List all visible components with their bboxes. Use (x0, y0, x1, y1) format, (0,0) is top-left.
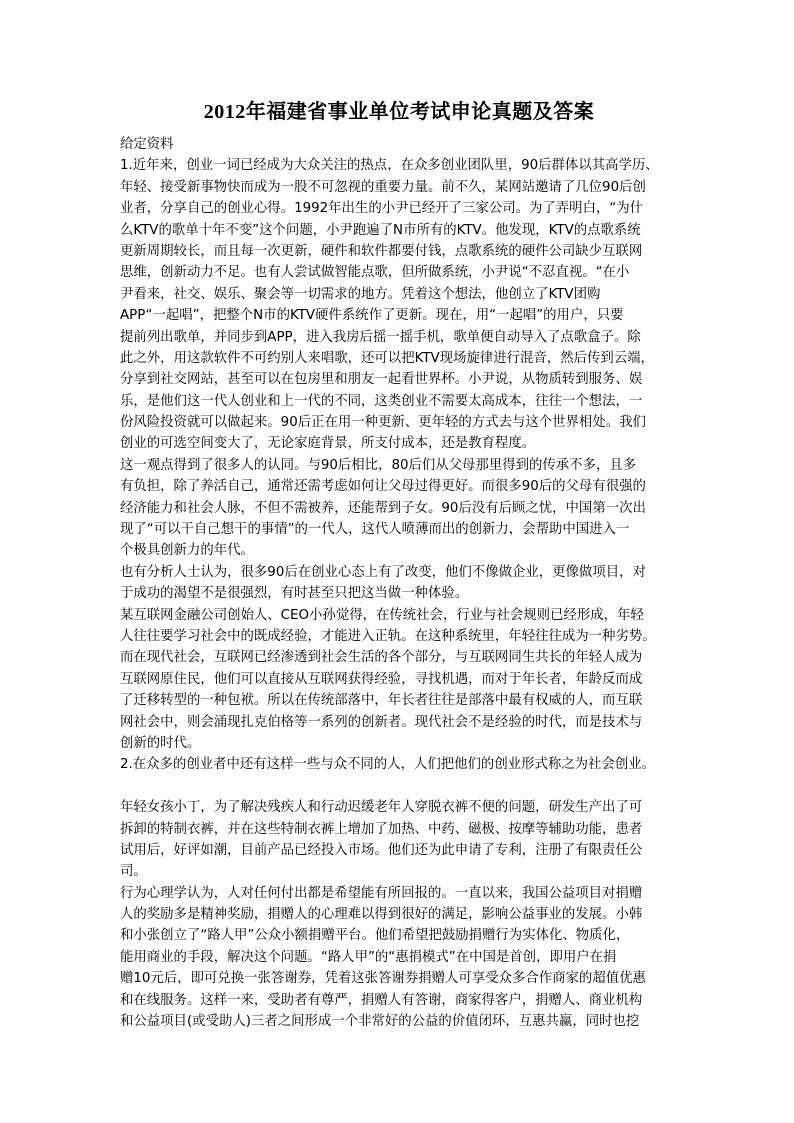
paragraph-line: 创业的可选空间变大了，无论家庭背景，所支付成本，还是教育程度。 (120, 436, 536, 452)
paragraph-line: 经济能力和社会人脉，不但不需被养，还能帮到子女。90后没有后顾之忧，中国第一次出 (120, 500, 646, 516)
document-page (120, 100, 678, 1032)
paragraph-line: 个极具创新力的年代。 (120, 543, 254, 559)
paragraph-line: 行为心理学认为，人对任何付出都是希望能有所回报的。一直以来，我国公益项目对捐赠 (120, 885, 643, 901)
paragraph-line: 份风险投资就可以做起来。90后正在用一种更新、更年轻的方式去与这个世界相处。我们 (120, 415, 646, 431)
paragraph-line: 和小张创立了“路人甲”公众小额捐赠平台。他们希望把鼓励捐赠行为实体化、物质化， (120, 928, 630, 944)
paragraph-line: 1.近年来，创业一词已经成为大众关注的热点，在众多创业团队里，90后群体以其高学历、 (120, 158, 659, 174)
paragraph-line: 业者，分享自己的创业心得。1992年出生的小尹已经开了三家公司。为了弄明白，“为什 (120, 201, 644, 217)
paragraph-line: 和公益项目(或受助人)三者之间形成一个非常好的公益的价值闭环，互惠共赢，同时也挖 (120, 1014, 640, 1030)
paragraph-line: 拆卸的特制衣裤，并在这些特制衣裤上增加了加热、中药、磁极、按摩等辅助功能，患者 (120, 821, 643, 837)
paragraph-line: 思维，创新动力不足。也有人尝试做智能点歌，但所做系统，小尹说“不忍直视。“在小 (120, 265, 630, 281)
paragraph-line: 这一观点得到了很多人的认同。与90后相比，80后们从父母那里得到的传承不多，且多 (120, 457, 637, 473)
paragraph-line: 司。 (120, 864, 147, 880)
paragraph-line: 年轻女孩小丁，为了解决残疾人和行动迟缓老年人穿脱衣裤不便的问题，研发生产出了可 (120, 800, 643, 816)
paragraph-line: 现了“可以干自己想干的事情”的一代人，这代人喷薄而出的创新力，会帮助中国进入一 (120, 522, 630, 538)
paragraph-line: 2.在众多的创业者中还有这样一些与众不同的人，人们把他们的创业形式称之为社会创业。 (120, 757, 656, 773)
paragraph-line: 也有分析人士认为，很多90后在创业心态上有了改变，他们不像做企业，更像做项目，对 (120, 564, 646, 580)
paragraph-line: 某互联网金融公司创始人、CEO小孙觉得，在传统社会，行业与社会规则已经形成，年轻 (120, 607, 644, 623)
document-title: 2012年福建省事业单位考试申论真题及答案 (203, 101, 595, 123)
paragraph-line: 提前列出歌单，并同步到APP，进入我房后摇一摇手机，歌单便自动导入了点歌盒子。除 (120, 329, 641, 345)
paragraph-line: 分享到社交网站，甚至可以在包房里和朋友一起看世界杯。小尹说，从物质转到服务、娱 (120, 372, 643, 388)
paragraph-line: 和在线服务。这样一来，受助者有尊严，捐赠人有答谢，商家得客户，捐赠人、商业机构 (120, 992, 643, 1008)
document-body (120, 134, 678, 1032)
paragraph-line: 试用后，好评如潮，目前产品已经投入市场。他们还为此申请了专利，注册了有限责任公 (120, 842, 643, 858)
paragraph-line: 尹看来，社交、娱乐、聚会等一切需求的地方。凭着这个想法，他创立了KTV团购 (120, 286, 601, 302)
paragraph-line: 能用商业的手段，解决这个问题。“路人甲”的“惠捐模式”在中国是首创，即用户在捐 (120, 949, 617, 965)
paragraph-line: 人的奖励多是精神奖励，捐赠人的心理难以得到很好的满足，影响公益事业的发展。小韩 (120, 907, 643, 923)
paragraph-line: 网社会中，则会涌现扎克伯格等一系列的创新者。现代社会不是经验的时代，而是技术与 (120, 714, 643, 730)
paragraph-line: APP“一起唱”，把整个N市的KTV硬件系统作了更新。现在，用“一起唱”的用户，只要 (120, 308, 624, 324)
paragraph-line: 人往往要学习社会中的既成经验，才能进入正轨。在这种系统里，年轻往往成为一种劣势。 (120, 628, 656, 644)
paragraph-line: 互联网原住民，他们可以直接从互联网获得经验，寻找机遇，而对于年长者，年龄反而成 (120, 671, 643, 687)
paragraph-line: 于成功的渴望不是很强烈，有时甚至只把这当做一种体验。 (120, 586, 469, 602)
paragraph-line: 给定资料 (120, 137, 174, 152)
paragraph-line: 了迁移转型的一种包袱。所以在传统部落中，年长者往往是部落中最有权威的人，而互联 (120, 693, 643, 709)
paragraph-line: 有负担，除了养活自己，通常还需考虑如何让父母过得更好。而很多90后的父母有很强的 (120, 479, 646, 495)
paragraph-line: 而在现代社会，互联网已经渗透到社会生活的各个部分，与互联网同生共长的年轻人成为 (120, 650, 643, 666)
paragraph-line: 乐，是他们这一代人创业和上一代的不同，这类创业不需要太高成本，往往一个想法，一 (120, 393, 643, 409)
paragraph-line: 此之外，用这款软件不可约别人来唱歌，还可以把KTV现场旋律进行混音，然后传到云端， (120, 350, 654, 366)
paragraph-line: 么KTV的歌单十年不变”这个问题，小尹跑遍了N市所有的KTV。他发现，KTV的点歌系统 (120, 222, 641, 238)
paragraph-line: 年轻、接受新事物快而成为一股不可忽视的重要力量。前不久，某网站邀请了几位90后创 (120, 179, 646, 195)
paragraph-line: 赠10元后，即可兑换一张答谢券，凭着这张答谢券捐赠人可享受众多合作商家的超值优惠 (120, 971, 646, 987)
paragraph-line: 创新的时代。 (120, 735, 201, 751)
paragraph-line (120, 776, 678, 797)
paragraph-line: 更新周期较长，而且每一次更新，硬件和软件都要付钱，点歌系统的硬件公司缺少互联网 (120, 243, 643, 259)
